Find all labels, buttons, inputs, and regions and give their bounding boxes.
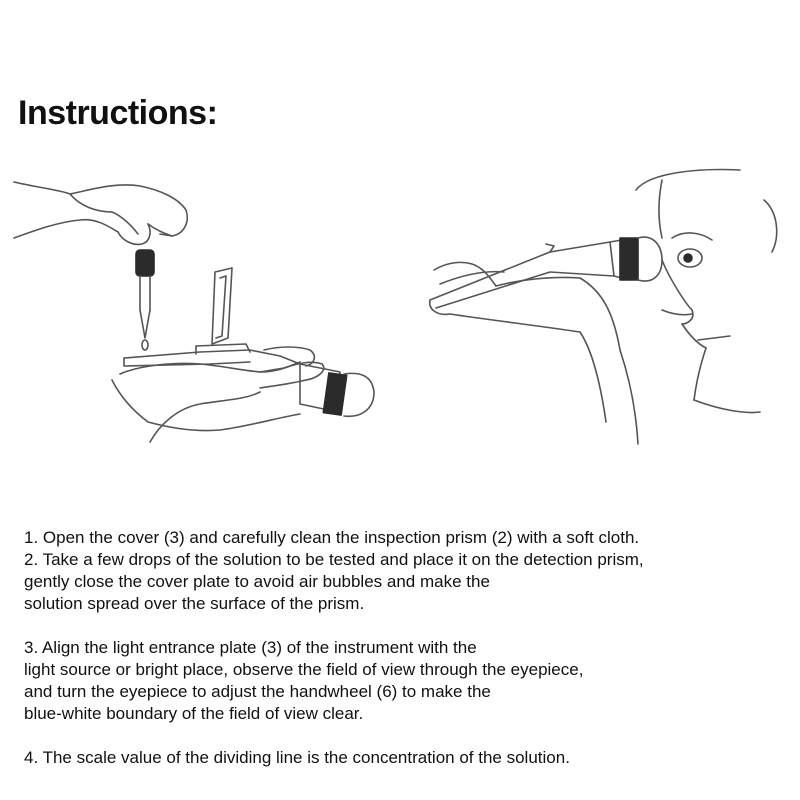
step-1-line: 1. Open the cover (3) and carefully clean the inspection prism (2) with a soft cloth. — [24, 528, 640, 547]
instruction-steps — [24, 527, 784, 769]
step-3-line-3: and turn the eyepiece to adjust the handwheel (6) to make the — [24, 682, 491, 701]
eyepiece-viewing-face-icon — [400, 160, 800, 460]
step-3-line-1: 3. Align the light entrance plate (3) of the instrument with the — [24, 638, 477, 657]
instruction-illustrations — [0, 160, 800, 460]
step-2-line-2: gently close the cover plate to avoid air bubbles and make the — [24, 572, 490, 591]
dropper-hand-refractometer-icon — [0, 160, 400, 460]
step-3-line-4: blue-white boundary of the field of view clear. — [24, 704, 364, 723]
step-2-line-1: 2. Take a few drops of the solution to be tested and place it on the detection prism, — [24, 550, 644, 569]
page-title: Instructions: — [18, 94, 218, 132]
step-3-line-2: light source or bright place, observe the field of view through the eyepiece, — [24, 660, 584, 679]
step-2-line-3: solution spread over the surface of the prism. — [24, 594, 365, 613]
step-4-line: 4. The scale value of the dividing line is the concentration of the solution. — [24, 748, 570, 767]
